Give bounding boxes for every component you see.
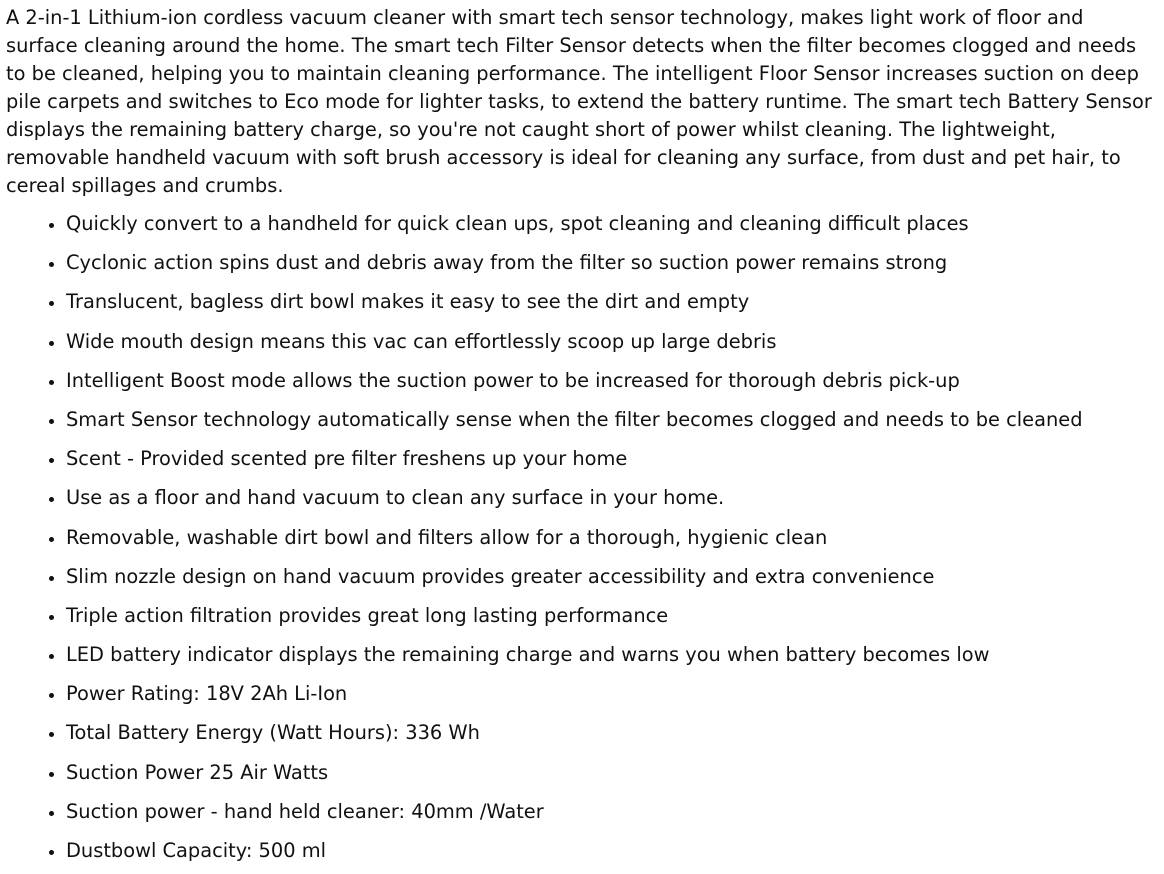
feature-item: • Intelligent Boost mode allows the suction power to be increased for thorough debris pick-up bbox=[66, 368, 1160, 393]
feature-item: • Smart Sensor technology automatically sense when the filter becomes clogged and needs to be cleaned bbox=[66, 407, 1160, 432]
feature-item: • Total Battery Energy (Watt Hours): 336 Wh bbox=[66, 720, 1160, 745]
feature-item: • Use as a floor and hand vacuum to clean any surface in your home. bbox=[66, 485, 1160, 510]
feature-item: • Slim nozzle design on hand vacuum provides greater accessibility and extra convenience bbox=[66, 564, 1160, 589]
feature-item: • Triple action filtration provides great long lasting performance bbox=[66, 603, 1160, 628]
feature-item: • Wide mouth design means this vac can effortlessly scoop up large debris bbox=[66, 329, 1160, 354]
feature-item: • Suction power - hand held cleaner: 40mm /Water bbox=[66, 799, 1160, 824]
feature-item: • LED battery indicator displays the remaining charge and warns you when battery becomes low bbox=[66, 642, 1160, 667]
feature-item: • Suction Power 25 Air Watts bbox=[66, 760, 1160, 785]
feature-item: • Quickly convert to a handheld for quick clean ups, spot cleaning and cleaning difficult places bbox=[66, 211, 1160, 236]
feature-item: • Translucent, bagless dirt bowl makes it easy to see the dirt and empty bbox=[66, 289, 1160, 314]
feature-item: • Removable, washable dirt bowl and filters allow for a thorough, hygienic clean bbox=[66, 525, 1160, 550]
feature-item: • Dustbowl Capacity: 500 ml bbox=[66, 838, 1160, 863]
feature-item: • Power Rating: 18V 2Ah Li-Ion bbox=[66, 681, 1160, 706]
description-paragraph: A 2-in-1 Lithium-ion cordless vacuum cleaner with smart tech sensor technology, makes light work of floor and surface cleaning around the home. The smart tech Filter Sensor detects when the filter becomes clogged and needs to be cleaned, helping you to maintain cleaning performance. The intelligent Floor Sensor increases suction on deep pile carpets and switches to Eco mode for lighter tasks, to extend the battery runtime. The smart tech Battery Sensor displays the remaining battery charge, so you're not caught short of power whilst cleaning. The lightweight, removable handheld vacuum with soft brush accessory is ideal for cleaning any surface, from dust and pet hair, to cereal spillages and crumbs. bbox=[6, 6, 1152, 197]
feature-item: • Cyclonic action spins dust and debris away from the filter so suction power remains strong bbox=[66, 250, 1160, 275]
feature-list bbox=[6, 211, 1160, 863]
feature-item: • Scent - Provided scented pre filter freshens up your home bbox=[66, 446, 1160, 471]
